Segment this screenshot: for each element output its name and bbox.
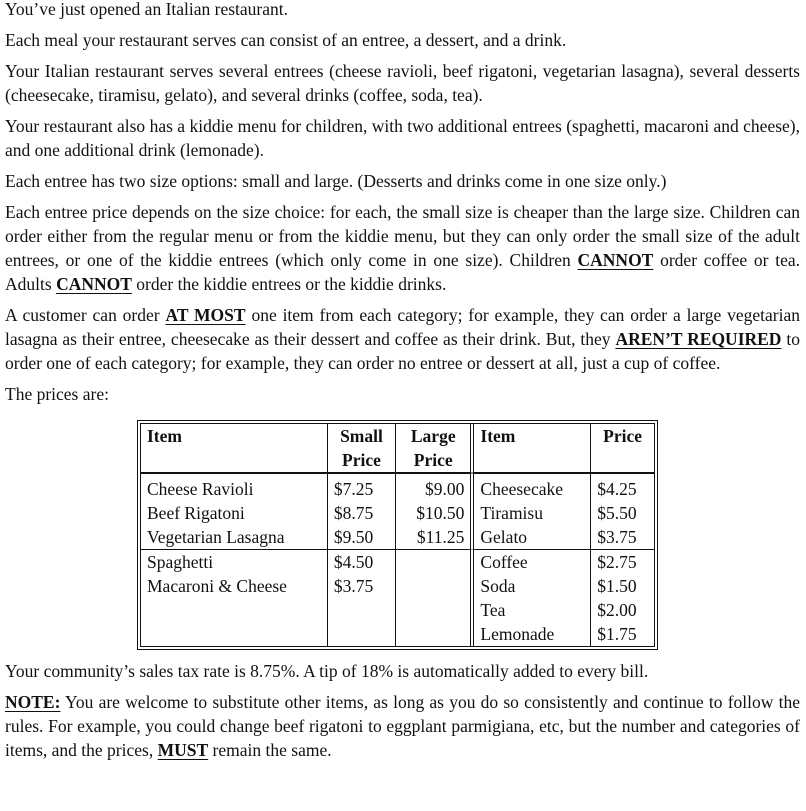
large-price-cell <box>396 598 474 622</box>
large-price-cell <box>396 574 474 598</box>
other-price-cell: $2.75 <box>597 552 637 572</box>
note-text-d: remain the same. <box>208 740 332 760</box>
small-price-cell: $4.50 <box>328 550 396 574</box>
other-item-cell: Cheesecake <box>474 477 591 501</box>
table-row <box>141 525 654 550</box>
order-text-c: one item from each category; for example, they can order a large vegetarian lasagna as their entree, cheesecake as their dessert and coffee as their drink. But, they <box>5 305 801 349</box>
table-header-row <box>141 424 654 448</box>
header-price-blank <box>591 448 654 473</box>
intro-paragraph-6 <box>5 200 800 296</box>
emphasis-at-most: AT MOST <box>165 305 246 325</box>
intro-paragraph-4: Your restaurant also has a kiddie menu for children, with two additional entrees (spaghetti, macaroni and cheese), and one additional drink (lemonade). <box>5 116 800 160</box>
entree-cell: Cheese Ravioli <box>141 477 328 501</box>
large-price-cell <box>396 622 474 646</box>
emphasis-must: MUST <box>157 740 209 760</box>
header-item-2: Item <box>474 424 591 448</box>
intro-paragraph-7 <box>5 303 800 375</box>
other-price-cell: $4.25 <box>597 479 637 499</box>
other-item-cell: Gelato <box>474 525 591 550</box>
intro-paragraph-3: Your Italian restaurant serves several entrees (cheese ravioli, beef rigatoni, vegetarian lasagna), several desserts (cheesecake, tiramisu, gelato), and several drinks (coffee, soda, tea). <box>5 61 800 105</box>
large-price-cell: $10.50 <box>396 501 474 525</box>
table-row <box>141 550 654 574</box>
other-price-cell: $3.75 <box>591 525 654 550</box>
price-table-wrapper <box>140 423 655 647</box>
order-text-e: to order one of each category; for example, they can order no entree or dessert at all, just a cup of coffee. <box>5 329 800 373</box>
emphasis-cannot-1: CANNOT <box>577 250 654 270</box>
table-row <box>141 622 654 646</box>
large-price-cell: $11.25 <box>396 525 474 550</box>
table-row <box>141 501 654 525</box>
rules-text-a: Each entree price depends on the size choice: for each, the small size is cheaper than the large size. Children can order either from the regular menu or from the kiddie menu, but they can only order the small size of the adult entrees, or one of the kiddie entrees (which only come in one size). Children <box>5 202 800 270</box>
header-large: Large <box>396 424 474 448</box>
entree-cell: Spaghetti <box>141 550 328 574</box>
large-price-cell <box>396 550 474 574</box>
small-price-cell: $7.25 <box>328 477 396 501</box>
small-price-cell: $3.75 <box>328 574 396 598</box>
entree-cell: Beef Rigatoni <box>141 501 328 525</box>
header-large-price: Price <box>396 448 474 473</box>
other-item-cell: Coffee <box>474 550 591 574</box>
note-text-b: You are welcome to substitute other items, as long as you do so consistently and continue to follow the rules. For example, you could change beef rigatoni to eggplant parmigiana, etc, but the number and categories of items, and the prices, <box>5 692 800 760</box>
header-item-2-blank <box>474 448 591 473</box>
other-price-cell: $5.50 <box>597 503 637 523</box>
table-row <box>141 477 654 501</box>
other-item-cell: Tea <box>474 598 591 622</box>
other-item-cell: Tiramisu <box>474 501 591 525</box>
entree-cell <box>141 598 328 622</box>
header-item: Item <box>141 424 328 448</box>
outro-paragraph-tax: Your community’s sales tax rate is 8.75%. A tip of 18% is automatically added to every bill. <box>5 661 649 681</box>
outro-paragraph-note <box>5 690 800 762</box>
price-table <box>140 423 655 647</box>
header-item-blank <box>141 448 328 473</box>
intro-paragraph-5: Each entree has two size options: small and large. (Desserts and drinks come in one size only.) <box>5 171 667 191</box>
emphasis-cannot-2: CANNOT <box>56 274 132 294</box>
other-item-cell: Soda <box>474 574 591 598</box>
small-price-cell <box>328 622 396 646</box>
small-price-cell: $9.50 <box>328 525 396 550</box>
header-small-price: Price <box>328 448 396 473</box>
intro-paragraph-1: You’ve just opened an Italian restaurant. <box>5 0 289 19</box>
table-header-row-2 <box>141 448 654 473</box>
other-price-cell: $2.00 <box>597 600 637 620</box>
small-price-cell <box>328 598 396 622</box>
rules-text-e: order the kiddie entrees or the kiddie drinks. <box>131 274 447 294</box>
other-item-cell: Lemonade <box>474 622 591 646</box>
table-row <box>141 574 654 598</box>
emphasis-arent-required: AREN’T REQUIRED <box>615 329 782 349</box>
table-row <box>141 598 654 622</box>
header-price: Price <box>603 426 643 446</box>
other-price-cell: $1.75 <box>597 624 637 644</box>
header-small: Small <box>328 424 396 448</box>
other-price-cell: $1.50 <box>597 576 637 596</box>
small-price-cell: $8.75 <box>328 501 396 525</box>
intro-paragraph-2: Each meal your restaurant serves can consist of an entree, a dessert, and a drink. <box>5 30 567 50</box>
entree-cell: Macaroni & Cheese <box>141 574 328 598</box>
order-text-a: A customer can order <box>5 305 166 325</box>
note-label: NOTE: <box>5 692 61 712</box>
rules-text-c: order coffee or tea. Adults <box>5 250 800 294</box>
intro-paragraph-8: The prices are: <box>5 384 109 404</box>
large-price-cell: $9.00 <box>396 477 474 501</box>
entree-cell: Vegetarian Lasagna <box>141 525 328 550</box>
entree-cell <box>141 622 328 646</box>
